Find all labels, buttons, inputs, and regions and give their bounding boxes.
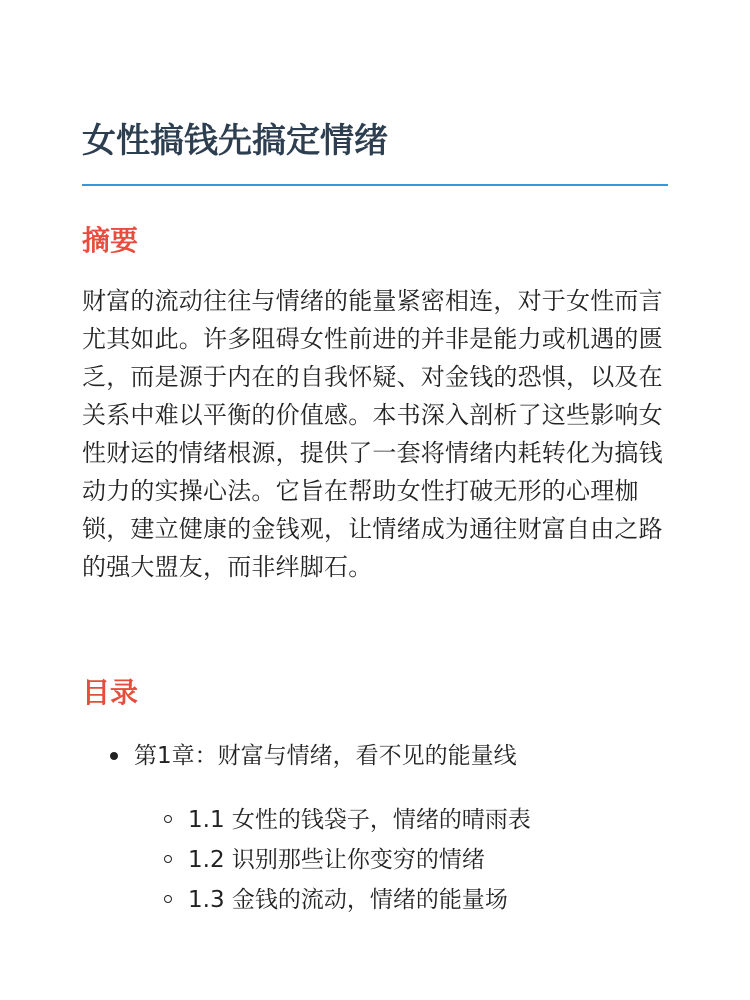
bullet-circle-icon [164, 895, 172, 903]
toc-chapter-label: 第1章：财富与情绪，看不见的能量线 [134, 743, 517, 769]
toc-section-item [134, 800, 668, 840]
toc-heading: 目录 [82, 676, 139, 709]
bullet-disc-icon [110, 752, 118, 760]
title-divider [82, 184, 668, 186]
bullet-circle-icon [164, 815, 172, 823]
toc-section-list [134, 800, 668, 920]
toc-section-label: 1.3 金钱的流动，情绪的能量场 [188, 887, 508, 913]
toc-chapter-item [82, 736, 668, 920]
toc-section-item [134, 880, 668, 920]
toc-section-label: 1.1 女性的钱袋子，情绪的晴雨表 [188, 807, 531, 833]
toc-list [82, 736, 668, 920]
toc-section-item [134, 840, 668, 880]
document-title: 女性搞钱先搞定情绪 [82, 121, 388, 161]
bullet-circle-icon [164, 855, 172, 863]
abstract-heading: 摘要 [82, 224, 139, 257]
abstract-body: 财富的流动往往与情绪的能量紧密相连，对于女性而言尤其如此。许多阻碍女性前进的并非是能力或机遇的匮乏，而是源于内在的自我怀疑、对金钱的恐惧，以及在关系中难以平衡的价值感。本书深入剖析了这些影响女性财运的情绪根源，提供了一套将情绪内耗转化为搞钱动力的实操心法。它旨在帮助女性打破无形的心理枷锁，建立健康的金钱观，让情绪成为通往财富自由之路的强大盟友，而非绊脚石。 [82, 287, 663, 581]
toc-section-label: 1.2 识别那些让你变穷的情绪 [188, 847, 485, 873]
